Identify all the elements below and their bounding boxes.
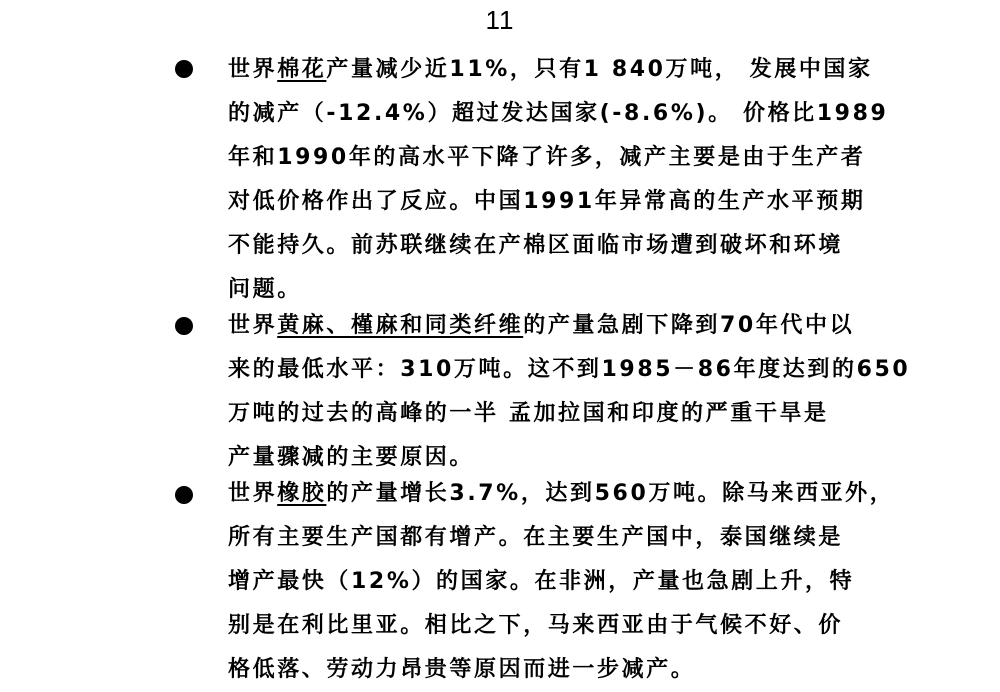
text-line: 万吨的过去的高峰的一半 孟加拉国和印度的严重干旱是 bbox=[228, 401, 829, 426]
text-line: 问题。 bbox=[228, 277, 302, 302]
bullet-dot-icon bbox=[175, 60, 193, 78]
text-line: 所有主要生产国都有增产。在主要生产国中，泰国继续是 bbox=[228, 525, 844, 550]
text-line: 产量骤减的主要原因。 bbox=[228, 445, 475, 470]
bullet-text bbox=[228, 472, 895, 692]
page-number: 11 bbox=[485, 5, 515, 35]
underlined-term: 棉花 bbox=[277, 57, 327, 82]
text-line: 世界黄麻、槿麻和同类纤维的产量急剧下降到70年代中以 bbox=[228, 313, 855, 338]
text-line: 年和1990年的高水平下降了许多，减产主要是由于生产者 bbox=[228, 145, 866, 170]
text-line: 格低落、劳动力昂贵等原因而进一步减产。 bbox=[228, 657, 696, 682]
text-line: 对低价格作出了反应。中国1991年异常高的生产水平预期 bbox=[228, 189, 866, 214]
text-line: 增产最快（12%）的国家。在非洲，产量也急剧上升，特 bbox=[228, 569, 855, 594]
text-line: 别是在利比里亚。相比之下，马来西亚由于气候不好、价 bbox=[228, 613, 844, 638]
bullet-text bbox=[228, 48, 888, 312]
text-line: 世界棉花产量减少近11%，只有1 840万吨， 发展中国家 bbox=[228, 57, 873, 82]
bullet-dot-icon bbox=[175, 317, 193, 335]
bullet-text bbox=[228, 304, 911, 480]
underlined-term: 橡胶 bbox=[277, 481, 327, 506]
text-line: 世界橡胶的产量增长3.7%，达到560万吨。除马来西亚外， bbox=[228, 481, 895, 506]
text-line: 不能持久。前苏联继续在产棉区面临市场遭到破坏和环境 bbox=[228, 233, 844, 258]
text-line: 来的最低水平：310万吨。这不到1985－86年度达到的650 bbox=[228, 357, 911, 382]
text-line: 的减产（-12.4%）超过发达国家(-8.6%)。 价格比1989 bbox=[228, 101, 889, 126]
bullet-dot-icon bbox=[175, 486, 193, 504]
underlined-term: 黄麻、槿麻和同类纤维 bbox=[277, 313, 524, 338]
